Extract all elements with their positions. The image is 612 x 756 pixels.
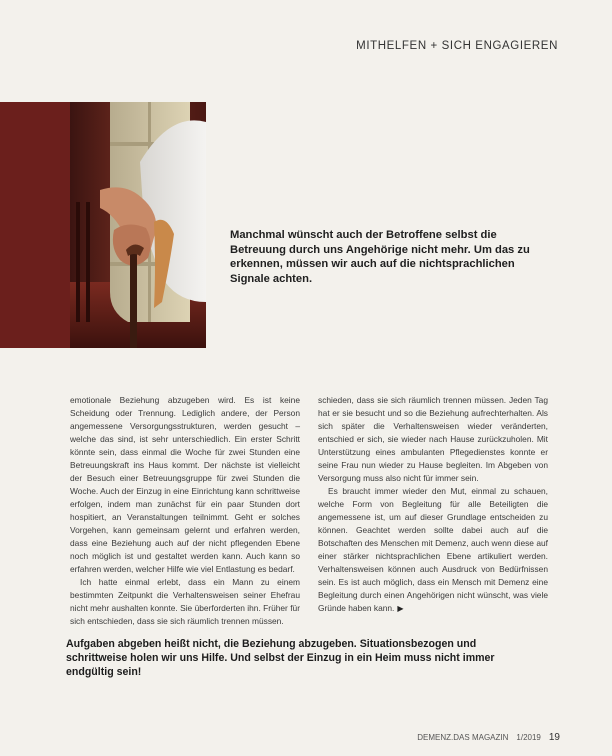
elderly-hand-on-cane-icon	[70, 102, 206, 348]
body-column-left	[70, 394, 300, 628]
lead-quote: Manchmal wünscht auch der Betroffene selbst die Betreuung durch uns Angehörige nicht mehr. Um das zu erkennen, müssen wir auch auf die nichtsprachlichen Signale achten.	[230, 229, 530, 285]
section-label: MITHELFEN + SICH ENGAGIEREN	[356, 40, 558, 52]
decorative-band	[0, 102, 70, 348]
body-paragraph-text: Es braucht immer wieder den Mut, einmal zu schauen, welche Form von Begleitung für alle Beteiligten die angemessene ist, um auf dieser Grundlage entscheiden zu können. Geachtet werden sollte dabei auch auf die Botschaften des Menschen mit Demenz, auch wenn diese auf einer stärker nichtsprachlichen Ebene artikuliert werden. Verhaltensweisen können auch Ausdruck von Bedürfnissen sein. Es ist auch möglich, dass ein Mensch mit Demenz eine Begleitung durch einen Angehörigen nicht wünscht, was viele Gründe haben kann.	[318, 486, 548, 613]
pull-quote: Aufgaben abgeben heißt nicht, die Beziehung abzugeben. Situationsbezogen und schrittweise holen wir uns Hilfe. Und selbst der Einzug in ein Heim muss nicht immer endgültig sein!	[66, 638, 495, 678]
body-paragraph	[318, 485, 548, 615]
body-paragraph: emotionale Beziehung abzugeben wird. Es ist keine Scheidung oder Trennung. Lediglich andere, der Person angemessene Versorgungsstrukturen, werden gesucht – welche das sind, ist sehr unterschiedlich. Ein erster Schritt könnte sein, dass einmal die Woche für zwei Stunden eine Betreuungskraft ins Haus kommt. Der nächste ist vielleicht der Besuch einer Betreuungsgruppe für zwei Stunden die Woche. Auch der Einzug in eine Einrichtung kann schrittweise erfolgen, indem man zunächst für ein paar Stunden dort hospitiert, an Veranstaltungen teilnimmt. Geht er solches Vorgehen, kann gemeinsam gelernt und erfahren werden, dass eine Beziehung auch auf der nicht pflegenden Ebene noch möglich ist und gestaltet werden kann. Auch kann so erfahren werden, welcher Hilfe wie viel Entlastung es bedarf.	[70, 395, 300, 574]
page-number: 19	[548, 732, 560, 743]
publication-name: DEMENZ.DAS MAGAZIN	[417, 733, 509, 742]
body-paragraph: schieden, dass sie sich räumlich trennen müssen. Jeden Tag hat er sie besucht und so die Beziehung aufrechterhalten. Als sich später die Verhaltensweisen wieder veränderten, entschied er sich, sie wieder nach Hause zurückzuholen. Mit Unterstützung eines ambulanten Pflegedienstes konnte er seine Frau nun wieder zu Hause begleiten. Im Abgeben von Versorgung muss also nicht für immer sein.	[318, 395, 548, 483]
body-column-right	[318, 394, 548, 615]
article-photo	[70, 102, 206, 348]
issue-number: 1/2019	[516, 733, 541, 742]
page-footer	[417, 732, 560, 743]
body-paragraph: Ich hatte einmal erlebt, dass ein Mann zu einem bestimmten Zeitpunkt die Verhaltensweisen seiner Ehefrau nicht mehr aushalten konnte. Sie überforderten ihn. Früher für sich entschieden, dass sie sich räumlich trennen müssen.	[70, 577, 300, 626]
article-end-icon: ▶	[397, 604, 404, 613]
